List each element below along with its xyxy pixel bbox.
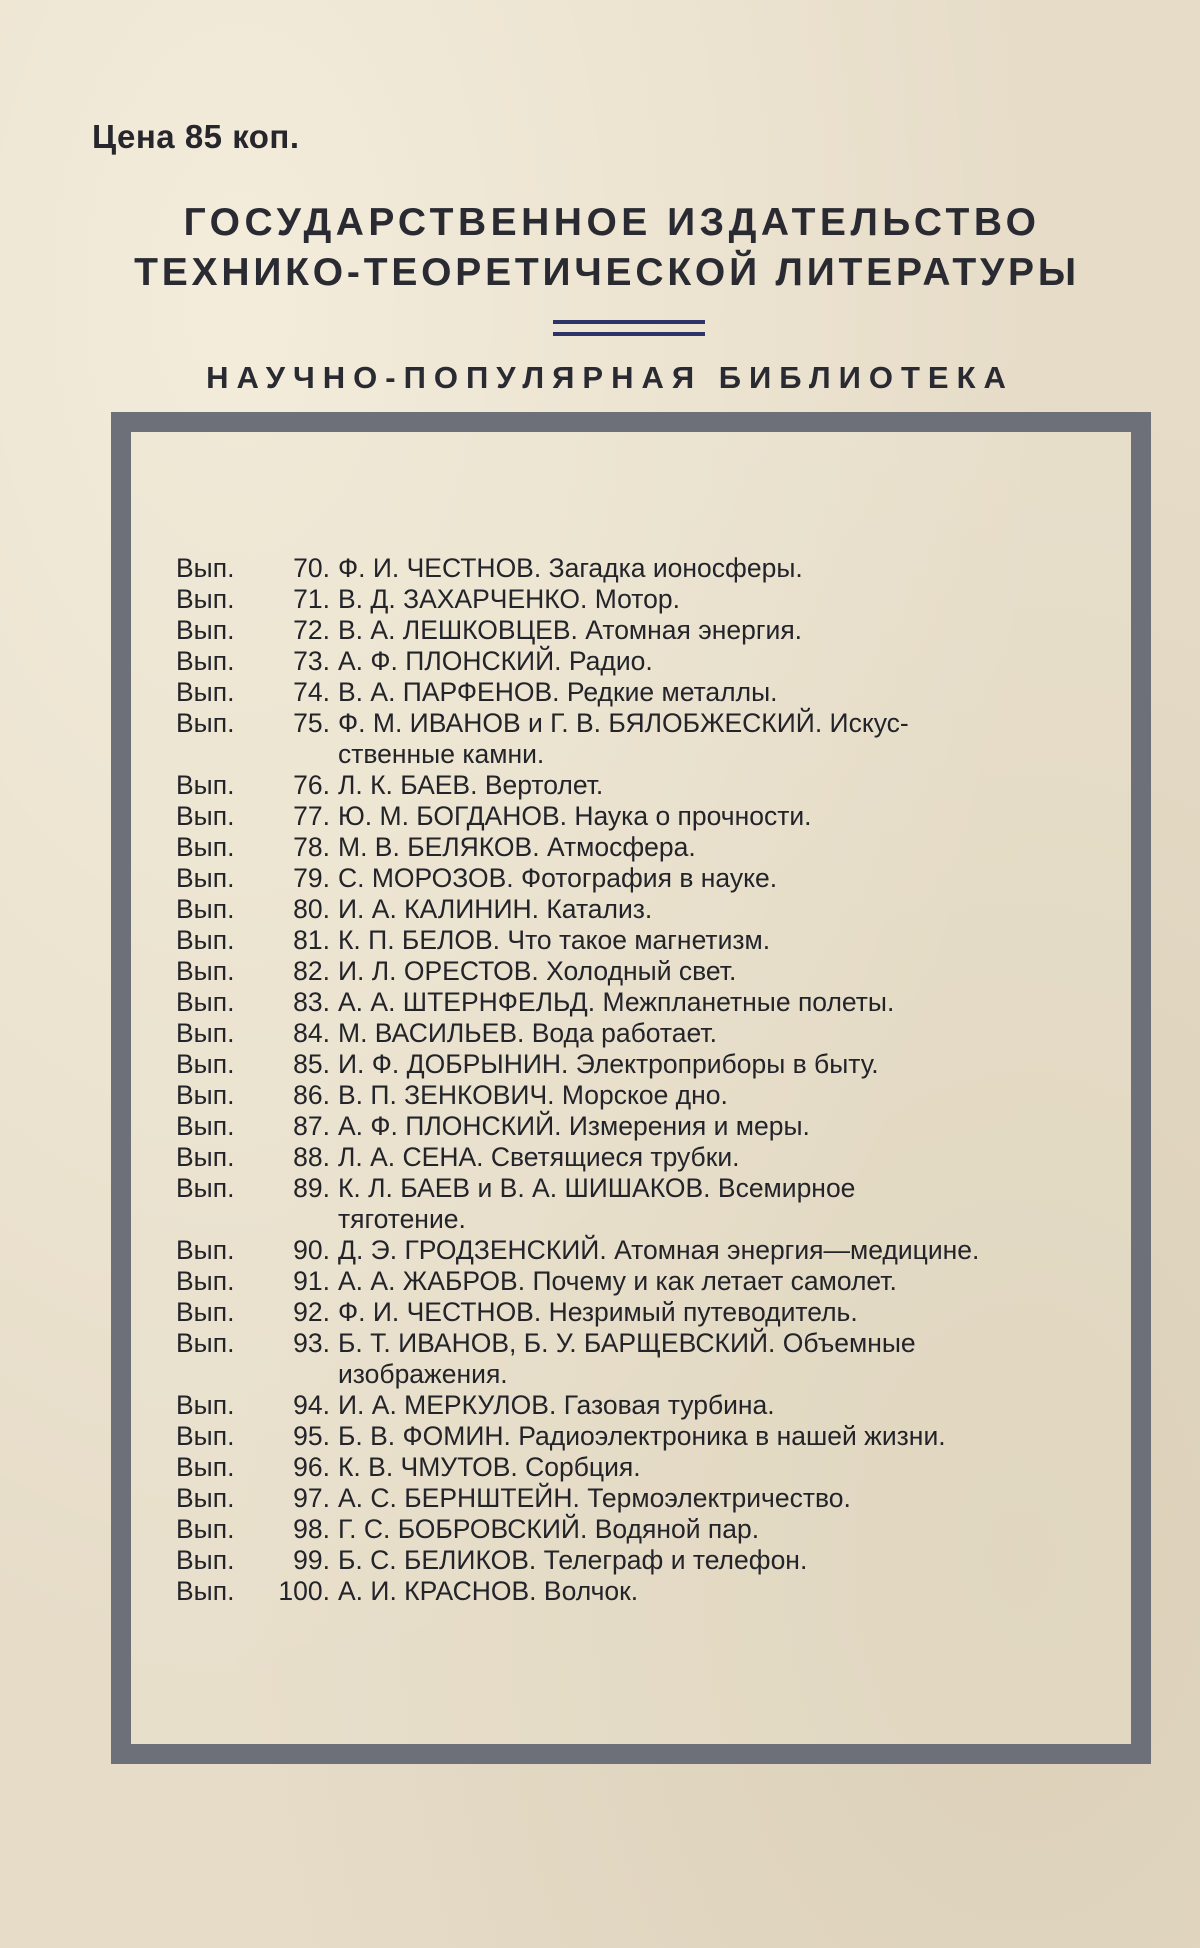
issue-prefix: Вып.	[176, 1111, 235, 1141]
issue-prefix: Вып.	[176, 1297, 235, 1327]
publication-list	[176, 553, 1096, 1607]
issue-number: 83.	[293, 987, 330, 1017]
issue-number: 95.	[293, 1421, 330, 1451]
issue-title: Б. В. ФОМИН. Радиоэлектроника в нашей жизни.	[338, 1421, 946, 1451]
issue-title: К. П. БЕЛОВ. Что такое магнетизм.	[338, 925, 771, 955]
list-item	[176, 832, 1096, 863]
issue-prefix: Вып.	[176, 1483, 235, 1513]
list-item	[176, 1514, 1096, 1545]
issue-prefix: Вып.	[176, 1328, 235, 1358]
issue-prefix: Вып.	[176, 1545, 235, 1575]
issue-number: 82.	[293, 956, 330, 986]
list-item	[176, 987, 1096, 1018]
list-item	[176, 1452, 1096, 1483]
issue-title: В. А. ПАРФЕНОВ. Редкие металлы.	[338, 677, 778, 707]
issue-prefix: Вып.	[176, 832, 235, 862]
issue-title: А. С. БЕРНШТЕЙН. Термоэлектричество.	[338, 1483, 851, 1513]
issue-title: И. Л. ОРЕСТОВ. Холодный свет.	[338, 956, 737, 986]
issue-title: Л. К. БАЕВ. Вертолет.	[338, 770, 604, 800]
list-item	[176, 1545, 1096, 1576]
issue-title: И. А. МЕРКУЛОВ. Газовая турбина.	[338, 1390, 775, 1420]
issue-number: 98.	[293, 1514, 330, 1544]
list-item	[176, 801, 1096, 832]
list-item	[176, 1111, 1096, 1142]
issue-number: 70.	[293, 553, 330, 583]
issue-number: 81.	[293, 925, 330, 955]
issue-prefix: Вып.	[176, 708, 235, 738]
issue-number: 76.	[293, 770, 330, 800]
issue-title: М. ВАСИЛЬЕВ. Вода работает.	[338, 1018, 717, 1048]
issue-title: Л. А. СЕНА. Светящиеся трубки.	[338, 1142, 740, 1172]
list-item	[176, 925, 1096, 956]
list-item	[176, 1080, 1096, 1111]
issue-number: 74.	[293, 677, 330, 707]
issue-number: 86.	[293, 1080, 330, 1110]
issue-number: 90.	[293, 1235, 330, 1265]
issue-prefix: Вып.	[176, 1173, 235, 1203]
issue-prefix: Вып.	[176, 1080, 235, 1110]
issue-title: Г. С. БОБРОВСКИЙ. Водяной пар.	[338, 1514, 760, 1544]
list-item	[176, 1142, 1096, 1173]
double-rule-bottom	[553, 332, 705, 336]
publisher-line-2: ТЕХНИКО-ТЕОРЕТИЧЕСКОЙ ЛИТЕРАТУРЫ	[134, 251, 1080, 294]
issue-number: 71.	[293, 584, 330, 614]
issue-title: К. Л. БАЕВ и В. А. ШИШАКОВ. Всемирное	[338, 1173, 856, 1203]
issue-prefix: Вып.	[176, 1421, 235, 1451]
issue-number: 99.	[293, 1545, 330, 1575]
issue-title: Ю. М. БОГДАНОВ. Наука о прочности.	[338, 801, 812, 831]
list-item	[176, 615, 1096, 646]
list-item	[176, 1018, 1096, 1049]
issue-title: С. МОРОЗОВ. Фотография в науке.	[338, 863, 778, 893]
issue-prefix: Вып.	[176, 1576, 235, 1606]
list-item	[176, 677, 1096, 708]
issue-prefix: Вып.	[176, 770, 235, 800]
issue-prefix: Вып.	[176, 863, 235, 893]
issue-title: Д. Э. ГРОДЗЕНСКИЙ. Атомная энергия—медицине.	[338, 1235, 980, 1265]
issue-title: И. Ф. ДОБРЫНИН. Электроприборы в быту.	[338, 1049, 879, 1079]
issue-number: 93.	[293, 1328, 330, 1358]
list-item	[176, 1266, 1096, 1297]
publisher-line-1: ГОСУДАРСТВЕННОЕ ИЗДАТЕЛЬСТВО	[183, 201, 1041, 244]
issue-prefix: Вып.	[176, 1390, 235, 1420]
issue-number: 96.	[293, 1452, 330, 1482]
issue-title: В. П. ЗЕНКОВИЧ. Морское дно.	[338, 1080, 728, 1110]
issue-number: 91.	[293, 1266, 330, 1296]
price-label: Цена 85 коп.	[92, 118, 300, 155]
issue-prefix: Вып.	[176, 646, 235, 676]
list-item	[176, 770, 1096, 801]
issue-number: 80.	[293, 894, 330, 924]
issue-number: 79.	[293, 863, 330, 893]
issue-prefix: Вып.	[176, 677, 235, 707]
issue-number: 88.	[293, 1142, 330, 1172]
issue-prefix: Вып.	[176, 801, 235, 831]
issue-prefix: Вып.	[176, 1018, 235, 1048]
issue-number: 77.	[293, 801, 330, 831]
list-item	[176, 1421, 1096, 1452]
issue-number: 75.	[293, 708, 330, 738]
list-item	[176, 1235, 1096, 1266]
issue-prefix: Вып.	[176, 894, 235, 924]
issue-number: 85.	[293, 1049, 330, 1079]
issue-prefix: Вып.	[176, 987, 235, 1017]
issue-number: 97.	[293, 1483, 330, 1513]
issue-prefix: Вып.	[176, 1142, 235, 1172]
list-item	[176, 553, 1096, 584]
issue-prefix: Вып.	[176, 615, 235, 645]
issue-number: 92.	[293, 1297, 330, 1327]
issue-title: А. И. КРАСНОВ. Волчок.	[338, 1576, 639, 1606]
issue-prefix: Вып.	[176, 1235, 235, 1265]
issue-title: А. Ф. ПЛОНСКИЙ. Измерения и меры.	[338, 1111, 810, 1141]
publisher-name	[0, 198, 1200, 298]
issue-number: 72.	[293, 615, 330, 645]
list-item	[176, 1576, 1096, 1607]
issue-number: 84.	[293, 1018, 330, 1048]
issue-title: Б. С. БЕЛИКОВ. Телеграф и телефон.	[338, 1545, 808, 1575]
list-item	[176, 1049, 1096, 1080]
issue-prefix: Вып.	[176, 1049, 235, 1079]
issue-title: И. А. КАЛИНИН. Катализ.	[338, 894, 653, 924]
issue-title: А. А. ШТЕРНФЕЛЬД. Межпланетные полеты.	[338, 987, 895, 1017]
issue-title-continuation: тяготение.	[338, 1204, 466, 1234]
issue-title: А. А. ЖАБРОВ. Почему и как летает самолет.	[338, 1266, 897, 1296]
list-item	[176, 584, 1096, 615]
issue-prefix: Вып.	[176, 956, 235, 986]
list-item	[176, 708, 1096, 770]
issue-prefix: Вып.	[176, 1452, 235, 1482]
issue-number: 87.	[293, 1111, 330, 1141]
issue-title-continuation: изображения.	[338, 1359, 508, 1389]
issue-prefix: Вып.	[176, 584, 235, 614]
issue-title-continuation: ственные камни.	[338, 739, 545, 769]
issue-title: Ф. И. ЧЕСТНОВ. Загадка ионосферы.	[338, 553, 803, 583]
issue-prefix: Вып.	[176, 925, 235, 955]
issue-number: 100.	[278, 1576, 330, 1606]
list-item	[176, 1390, 1096, 1421]
issue-title: М. В. БЕЛЯКОВ. Атмосфера.	[338, 832, 696, 862]
list-item	[176, 646, 1096, 677]
issue-title: К. В. ЧМУТОВ. Сорбция.	[338, 1452, 641, 1482]
list-item	[176, 1483, 1096, 1514]
list-item	[176, 1328, 1096, 1390]
issue-number: 73.	[293, 646, 330, 676]
list-item	[176, 956, 1096, 987]
issue-prefix: Вып.	[176, 553, 235, 583]
issue-number: 89.	[293, 1173, 330, 1203]
list-item	[176, 1297, 1096, 1328]
list-item	[176, 863, 1096, 894]
double-rule-top	[553, 320, 705, 324]
series-title: НАУЧНО-ПОПУЛЯРНАЯ БИБЛИОТЕКА	[206, 360, 1014, 395]
issue-title: Ф. И. ЧЕСТНОВ. Незримый путеводитель.	[338, 1297, 858, 1327]
issue-prefix: Вып.	[176, 1266, 235, 1296]
issue-title: В. Д. ЗАХАРЧЕНКО. Мотор.	[338, 584, 680, 614]
issue-title: Ф. М. ИВАНОВ и Г. В. БЯЛОБЖЕСКИЙ. Искус-	[338, 708, 909, 738]
issue-title: А. Ф. ПЛОНСКИЙ. Радио.	[338, 646, 653, 676]
issue-title: Б. Т. ИВАНОВ, Б. У. БАРЩЕВСКИЙ. Объемные	[338, 1328, 916, 1358]
issue-title: В. А. ЛЕШКОВЦЕВ. Атомная энергия.	[338, 615, 803, 645]
issue-number: 94.	[293, 1390, 330, 1420]
issue-prefix: Вып.	[176, 1514, 235, 1544]
list-item	[176, 894, 1096, 925]
list-item	[176, 1173, 1096, 1235]
issue-number: 78.	[293, 832, 330, 862]
